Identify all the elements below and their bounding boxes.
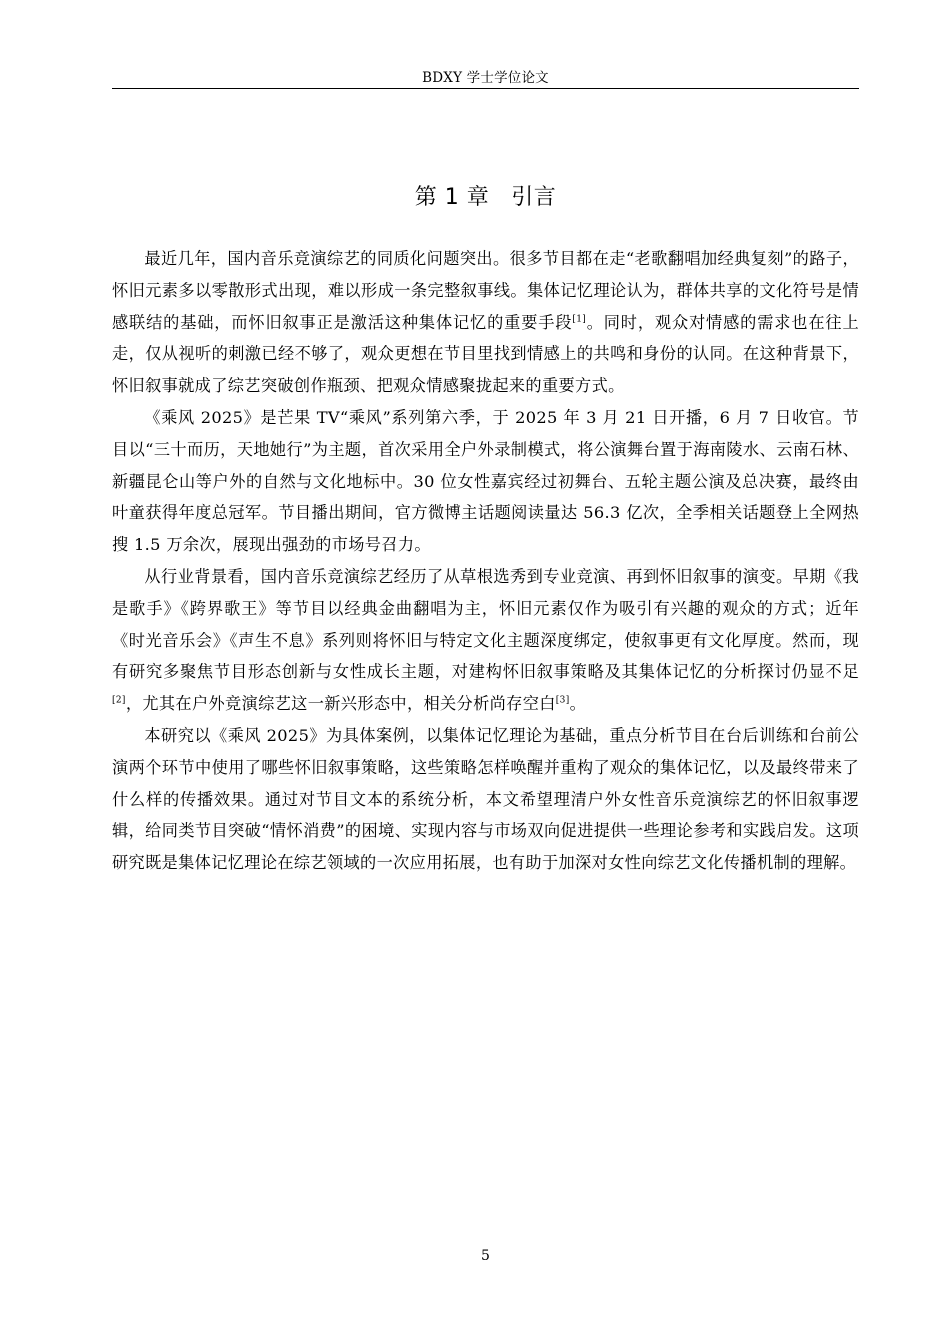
chapter-title: 引言: [511, 185, 557, 210]
body-text: [112, 243, 859, 879]
paragraph-text: 。: [569, 694, 587, 714]
paragraph-3: [112, 561, 859, 720]
paragraph-4: [112, 720, 859, 879]
running-header: BDXY 学士学位论文: [422, 70, 549, 86]
paragraph-text: 。同时，观众对情感的需求也在往上走，仅从视听的刺激已经不够了，观众更想在节目里找到情感上的共鸣和身份的认同。在这种背景下，怀旧叙事就成了综艺突破创作瓶颈、把观众情感聚拢起来的重要方式。: [112, 312, 859, 396]
paragraph-text: 《乘风 2025》是芒果 TV“乘风”系列第六季，于 2025 年 3 月 21 日开播，6 月 7 日收官。节目以“三十而历，天地她行”为主题，首次采用全户外录制模式，将公演舞台置于海南陵水、云南石林、新疆昆仑山等户外的自然与文化地标中。30 位女性嘉宾经过初舞台、五轮主题公演及总决赛，最终由叶童获得年度总冠军。节目播出期间，官方微博主话题阅读量达 56.3 亿次，全季相关话题登上全网热搜 1.5 万余次，展现出强劲的市场号召力。: [112, 407, 859, 555]
citation-ref[interactable]: [3]: [555, 695, 570, 706]
paragraph-2: [112, 402, 859, 561]
citation-ref[interactable]: [2]: [112, 695, 126, 706]
paragraph-text: 本研究以《乘风 2025》为具体案例，以集体记忆理论为基础，重点分析节目在台后训练和台前公演两个环节中使用了哪些怀旧叙事策略，这些策略怎样唤醒并重构了观众的集体记忆，以及最终带来了什么样的传播效果。通过对节目文本的系统分析，本文希望理清户外女性音乐竞演综艺的怀旧叙事逻辑，给同类节目突破“情怀消费”的困境、实现内容与市场双向促进提供一些理论参考和实践启发。这项研究既是集体记忆理论在综艺领域的一次应用拓展，也有助于加深对女性向综艺文化传播机制的理解。: [112, 725, 859, 873]
paragraph-text: 从行业背景看，国内音乐竞演综艺经历了从草根选秀到专业竞演、再到怀旧叙事的演变。早期《我是歌手》《跨界歌王》等节目以经典金曲翻唱为主，怀旧元素仅作为吸引有兴趣的观众的方式；近年《时光音乐会》《声生不息》系列则将怀旧与特定文化主题深度绑定，使叙事更有文化厚度。然而，现有研究多聚焦节目形态创新与女性成长主题，对建构怀旧叙事策略及其集体记忆的分析探讨仍显不足: [112, 566, 859, 682]
paragraph-text: 最近几年，国内音乐竞演综艺的同质化问题突出。很多节目都在走“老歌翻唱加经典复刻”的路子，怀旧元素多以零散形式出现，难以形成一条完整叙事线。集体记忆理论认为，群体共享的文化符号是情感联结的基础，而怀旧叙事正是激活这种集体记忆的重要手段: [112, 249, 859, 332]
paragraph-1: [112, 243, 859, 402]
chapter-heading: [112, 180, 859, 211]
chapter-number: 第 1 章: [414, 185, 490, 210]
page-number: 5: [481, 1248, 490, 1264]
header-rule: [112, 88, 859, 89]
paragraph-text: ，尤其在户外竞演综艺这一新兴形态中，相关分析尚存空白: [125, 694, 556, 714]
citation-ref[interactable]: [1]: [572, 314, 587, 325]
